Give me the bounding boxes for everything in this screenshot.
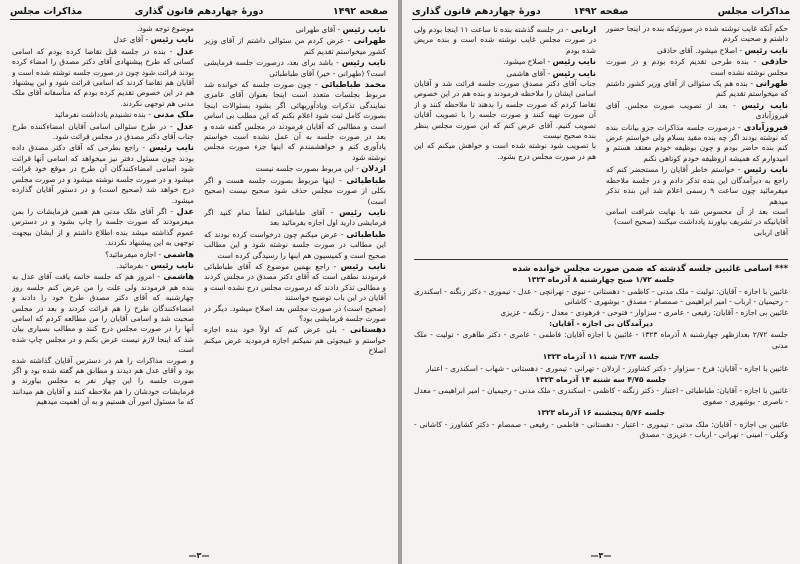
paragraph-text: - آقای عدل: [113, 35, 151, 45]
speaker-name: هاشمی: [163, 248, 194, 259]
paragraph-text: - عرض میکنم چون درخواست کرده بودند که این مطالب در صورت جلسه نوشته شود و این مطالب صحیح است و کمیسیون هم اینها را رسیدگی کرده است: [204, 229, 386, 260]
paragraph: [204, 57, 386, 79]
paragraph: [12, 356, 194, 408]
paragraph-text: - اصلاح میشود.: [503, 57, 553, 67]
paragraph: [12, 142, 194, 205]
paragraph-text: - بعد از تصویب صورت مجلس. آقای فیروزآبادی: [606, 100, 788, 121]
speaker-name: هاشمی: [163, 271, 194, 282]
left-header-center: دورهٔ چهاردهم قانون گذاری: [134, 5, 264, 17]
attendance-list: [414, 275, 788, 440]
paragraph-text: - خواستم خاطر آقایان را مستحضر کنم که راجع به دیرآمدگان این بنده تذکر دادم و در جلسه ملاحظه میفرمائید چون ساعت ۹ رسمی اعلام شد این بنده تذکر میدهم: [606, 165, 788, 206]
paragraph: [414, 79, 596, 141]
speaker-name: دهستانی: [350, 324, 386, 335]
paragraph: [606, 56, 788, 78]
paragraph-text: - در جلسه گذشته بنده تا ساعت ۱۱ اینجا بودم ولی در صورت مجلس غایب نوشته شده است و بنده مریض شده بودم: [414, 25, 596, 55]
paragraph: [204, 175, 386, 207]
speaker-name: نایب رئیس: [743, 164, 788, 175]
attendance-session-date: جلسه ۳/۷۴ شنبه ۱۱ آذرماه ۱۳۲۳: [542, 352, 660, 362]
speaker-name: نایب رئیس: [342, 24, 386, 34]
paragraph: [204, 163, 386, 174]
attendance-names: جلسه ۲/۷۲ بعدازظهر چهارشنبه ۸ آذرماه ۱۳۲۳ - غائبین با اجازه آقایان: فاطمی - عامری - دکتر طاهری - تولیت - ملک مدنی: [414, 330, 788, 350]
left-page-column-left: [12, 24, 194, 542]
attendance-names: غائبین بی اجازه - آقایان: ملک مدنی - تیموری - اعتبار - دهستانی - فاطمی - رفیعی - صمصام - دکتر کشاورز - کاشانی - وکیلی - امینی - تهرانی - ارباب - عزیزی - مصدق: [414, 419, 788, 440]
speaker-name: عدل: [176, 205, 194, 216]
paragraph: [414, 68, 596, 79]
paragraph-text: - اجازه میفرمائید؟: [105, 249, 164, 259]
paragraph-text: با تصویب شود نوشته شده است و خواهش میکنم که این هم در صورت مجلس درج بشود.: [414, 141, 596, 161]
paragraph: [606, 122, 788, 165]
left-header-right: صفحه ۱۴۹۲: [332, 5, 388, 17]
paragraph-text: - این مربوط بصورت جلسه نیست: [255, 164, 362, 174]
paragraph: [12, 24, 194, 34]
paragraph: [606, 78, 788, 100]
attendance-names: غائبین با اجازه - آقایان: طباطبائی - اعتبار - دکتر زنگنه - کاظمی - اسکندری - ملک مدنی - رحیمیان - امیر ابراهیمی - معدل - ناصری - بوشهری - صفوی: [414, 386, 788, 406]
attendance-session-date: جلسه ۱/۷۲ صبح چهارشنبه ۸ آذرماه ۱۳۲۳: [527, 275, 675, 285]
left-page: [0, 0, 398, 564]
attendance-names: غائبین بی اجازه - آقایان: رفیعی - عامری - سزاوار - فتوحی - فرهودی - معدل - زنگنه - عزیزی: [500, 307, 788, 317]
paragraph: [204, 261, 386, 304]
speaker-name: ملک مدنی: [153, 109, 194, 120]
speaker-name: نایب رئیس: [150, 259, 194, 270]
speaker-name: طباطبائی: [346, 174, 386, 185]
speaker-name: فیروزآبادی: [743, 121, 788, 132]
paragraph: [12, 109, 194, 120]
right-page-main-text: [414, 24, 788, 256]
paragraph: [12, 260, 194, 271]
paragraph: [414, 56, 596, 67]
paragraph-text: - بنده نشنیدم یادداشت نفرمائید: [54, 110, 154, 120]
paragraph: [204, 304, 386, 325]
paragraph: [204, 79, 386, 163]
speaker-name: طهرانی: [353, 35, 386, 46]
section-divider: [414, 259, 788, 260]
paragraph-text: - اگر آقای ملک مدنی هم همین فرمایشات را بمن میفرمودند که صورت جلسه را چاپ بشود و در دسترس عموم گذاشته میشد بنده اطلاع داشتم و از ایشان بیجهت توجهی به این پیشنهاد نکردند.: [12, 206, 194, 248]
paragraph: [414, 141, 596, 162]
speaker-name: نایب رئیس: [339, 206, 386, 217]
paragraph: [204, 207, 386, 229]
paragraph-text: - چون صورت جلسه که خوانده شد مربوط بجلسات متعدد است اینجا بعنوان آقای عامری نمایندگی تذکرات ویادآوریهائی اگر بشود بسئوالات اینجا بصورت کامل ثبت شود اعلام بکنم که این مطلب بی اساس است و مطالبی که آقایان فرمودند در مجلس گفته شده و بعد در صورت جلسه به آن عمل نشده است خواستم یادآوری کنم و خواهشمندم که اینها جزء صورت مجلس نوشته شود: [204, 80, 386, 162]
paragraph-text: موضوع توجه شود.: [136, 24, 194, 33]
paragraph: [606, 228, 788, 238]
speaker-name: محمد طباطبائی: [321, 79, 386, 90]
left-page-body: [12, 24, 386, 542]
paragraph: [606, 164, 788, 207]
paragraph-text: - راجع بطرحی که آقای دکتر مصدق داده بودند چون مسئول دفتر نیز میخواهد که اسامی آنها قرائت شود اسامی امضاءکنندگان آن طرح در موقع خود قرائت میشود و در صورت جلسه نوشته میشود و در صورت مجلس درج خواهد شد (صحیح است) و در دستور آقایان گذارده میشود.: [12, 143, 194, 205]
attendance-session-date: جلسه ۵/۷۶ پنجشنبه ۱۶ آذرماه ۱۳۲۳: [537, 408, 665, 418]
paragraph: [12, 34, 194, 45]
paragraph-text: و صورت مذاکرات را هم در دسترس آقایان گذاشته شده بود و آقای عدل هم دیدند و مطابق هم گفته شده بود و اگر صورت جلسه را این چهار نفر به مجلس بیاورند و فرمایشات خودشان را هم ملاحظه کنند و آقایان هم میدانند که ما مسئول امور آن هستیم و به آن اهمیت میدهیم: [12, 355, 194, 407]
paragraph-text: - بلی عرض کنم که اولاً خود بنده اجازه خواستم و عیبجوئی هم نمیکنم اجازه فرمودید عرض میکنم اصلاح: [204, 325, 386, 356]
speaker-name: نایب رئیس: [340, 260, 386, 271]
paragraph: [204, 229, 386, 261]
speaker-name: نایب رئیس: [341, 57, 386, 68]
speaker-name: ازدلان: [361, 163, 386, 174]
paragraph-text: - درصورت جلسه مذاکرات جزو بیانات بنده که نوشته بودند اگر چه بنده مقید بسلام ولی خواستم عرض کنم بنده حاضر بودم و چون بوظیفه خودم معتقد هستم و امیدوارم که همیشه ازوظیفه خودم کوتاهی نکنم: [606, 122, 788, 163]
paragraph-text: - باشد برای بعد، درصورت جلسه فرمایشی است؟ (طهرانی - خیر) آقای طباطبائی: [204, 58, 386, 78]
left-page-number: —۳—: [188, 551, 210, 560]
paragraph: [204, 35, 386, 57]
paragraph-text: - راجع بهمین موضوع که آقای طباطبائی فرمودند نطقی است که آقای دکتر مصدق در مجلس کردند و مطالبی تذکر دادند که درصورت مجلس درج نشده است و آقایان در این باب توضیح خواستند: [204, 261, 386, 303]
paragraph-text: حکم آنکه غایب نوشته شده در صورتیکه بنده در اینجا حضور داشتم و صحبت کردم: [606, 24, 788, 44]
paragraph-text: - عرض کردم من سئوالی داشتم از آقای وزیر کشور میخواستم تقدیم کنم: [204, 36, 386, 56]
attendance-names: غائبین با اجازه - آقایان: فرخ - سزاوار - دکتر کشاورز - اردلان - تهرانی - تیموری - دهستانی - شهاب - اسکندری - اعتبار: [425, 363, 788, 373]
paragraph: [12, 121, 194, 143]
right-header-center: صفحه ۱۴۹۲: [573, 5, 629, 17]
paragraph-text: - امروز هم که جلسه خاتمه یافت آقای عدل به بنده هم فرمودند ولی علت را من عرض کنم جلسه روز چهارشنبه که آقای دکتر مصدق طرح خود را دادند و امضاءکنندگان طرح را هم قرائت کردند و بعد در مجلس صحبت شد و اسامی آقایان را من مطالعه کردم که اسامی آنها را در صورت مجلس درج کنند و مطالب بسیاری بیان شد که اینجا لازم نیست عرض بکنم و در مجلس چاپ شده است: [12, 272, 194, 355]
right-page-number: —۳—: [590, 551, 612, 560]
paragraph-text: - بنده هم یک سئوالی از آقای وزیر کشور داشتم که میخواستم تقدیم کنم: [606, 79, 788, 99]
speaker-name: طباطبائی: [346, 228, 386, 239]
attendance-names: غائبین با اجازه - آقایان: تولیت - ملک مدنی - کاظمی - دهستانی - نبوی - تهرانچی - عدل - تیموری - دکتر زنگنه - اسکندری - رحیمیان - ارباب - امیر ابراهیمی - صمصام - مصدق - بوشهری - کاشانی: [414, 286, 788, 307]
paragraph-text: - در طرح سئوالی اسامی آقایان امضاءکننده طرح جناب آقای دکتر مصدق در مجلس قرائت شود.: [12, 121, 194, 142]
speaker-name: نایب رئیس: [552, 56, 596, 67]
paragraph: [12, 46, 194, 109]
attendance-session-date: دیرآمدگان بی اجازه - آقایان:: [549, 319, 653, 329]
paragraph-text: جناب آقای دکتر مصدق صورت جلسه قرائت شد و آقایان اسامی ایشان را ملاحظه فرمودند و بنده هم در این خصوص تقاضا کردم که صورت جلسه را بدهند تا ملاحظه کنند و از آن صورت تهیه کنند و صورت جلسه را با تصویب آقایان تصویب کنیم. آقای عرض کنم که این صورت مجلس بنظر بنده صحیح نیست: [414, 79, 596, 141]
paragraph: [12, 271, 194, 355]
paragraph-text: - اینها مربوط بصورت جلسه هست و اگر بکلی از صورت مجلس حذف شود صحیح نیست (صحیح است): [204, 175, 386, 206]
right-page: [402, 0, 800, 564]
paragraph-text: - بفرمائید.: [116, 260, 151, 270]
paragraph-text: است بعد از آن محسوس شد با نهایت شرافت اسامی آقایانیکه در تشریف بیاورند یادداشت میکنند (صحیح است): [606, 206, 788, 227]
paragraph: [12, 206, 194, 249]
speaker-name: نایب رئیس: [149, 142, 194, 153]
paragraph: [606, 207, 788, 228]
paragraph-text: - آقای طباطبائی لطفاً تمام کنید اگر فرمایشی دارید اول اجازه بفرمائید بعد: [204, 207, 386, 228]
right-header-left: دورهٔ چهاردهم قانون گذاری: [412, 5, 541, 17]
paragraph-text: - اصلاح میشود. آقای حاذقی: [656, 45, 745, 55]
paragraph: [204, 24, 386, 35]
paragraph: [204, 324, 386, 356]
speaker-name: عدل: [176, 45, 194, 56]
paragraph: [606, 45, 788, 56]
paragraph: [12, 249, 194, 260]
speaker-name: حاذقی: [761, 56, 788, 67]
right-header-right: مذاکرات مجلس: [717, 5, 790, 17]
paragraph: [606, 24, 788, 45]
speaker-name: نایب رئیس: [150, 34, 194, 45]
attendance-title: *** اسامی غائبین جلسه گذشته که ضمن صورت مجلس خوانده شده: [512, 263, 788, 273]
speaker-name: طهرانی: [755, 78, 788, 89]
paragraph: [414, 24, 596, 56]
attendance-session-date: جلسه ۴/۷۵ سه شنبه ۱۴ آذرماه ۱۳۲۳: [535, 375, 667, 385]
paragraph-text: آقای اربابی: [753, 227, 788, 237]
paragraph-text: - آقای طهرانی: [295, 25, 343, 34]
left-page-header: [10, 3, 388, 20]
paragraph-text: - بنده در جلسه قبل تقاضا کرده بودم که اسامی کسانی که طرح پیشنهادی آقای دکتر مصدق را امضاء کرده بودند قرائت شود چون در صورت جلسه نوشته شده است و آقایان هم تقاضا کردند که اسامی قرائت شود و این پیشنهاد هم در این خصوص تقدیم کرده بودم که متأسفانه آقای ملک مدنی هم توجهی نکردند.: [12, 46, 194, 108]
paragraph-text: (صحیح است) در صورت مجلس بعد اصلاح میشود. دیگر در صورت جلسه فرمایشی بود؟: [204, 303, 386, 323]
speaker-name: عدل: [176, 120, 194, 131]
paragraph-text: - بنده طرحی تقدیم کرده بودم و در صورت مجلس نوشته نشده است: [606, 57, 788, 77]
left-header-left: مذاکرات مجلس: [10, 5, 83, 17]
paragraph-text: - آقای هاشمی: [506, 68, 553, 78]
left-page-column-right: [204, 24, 386, 542]
speaker-name: اربابی: [570, 24, 596, 34]
right-page-body: [414, 24, 788, 542]
speaker-name: نایب رئیس: [741, 99, 788, 110]
speaker-name: نایب رئیس: [552, 67, 596, 78]
right-page-header: [412, 3, 790, 20]
speaker-name: نایب رئیس: [744, 44, 788, 55]
paragraph: [606, 100, 788, 122]
